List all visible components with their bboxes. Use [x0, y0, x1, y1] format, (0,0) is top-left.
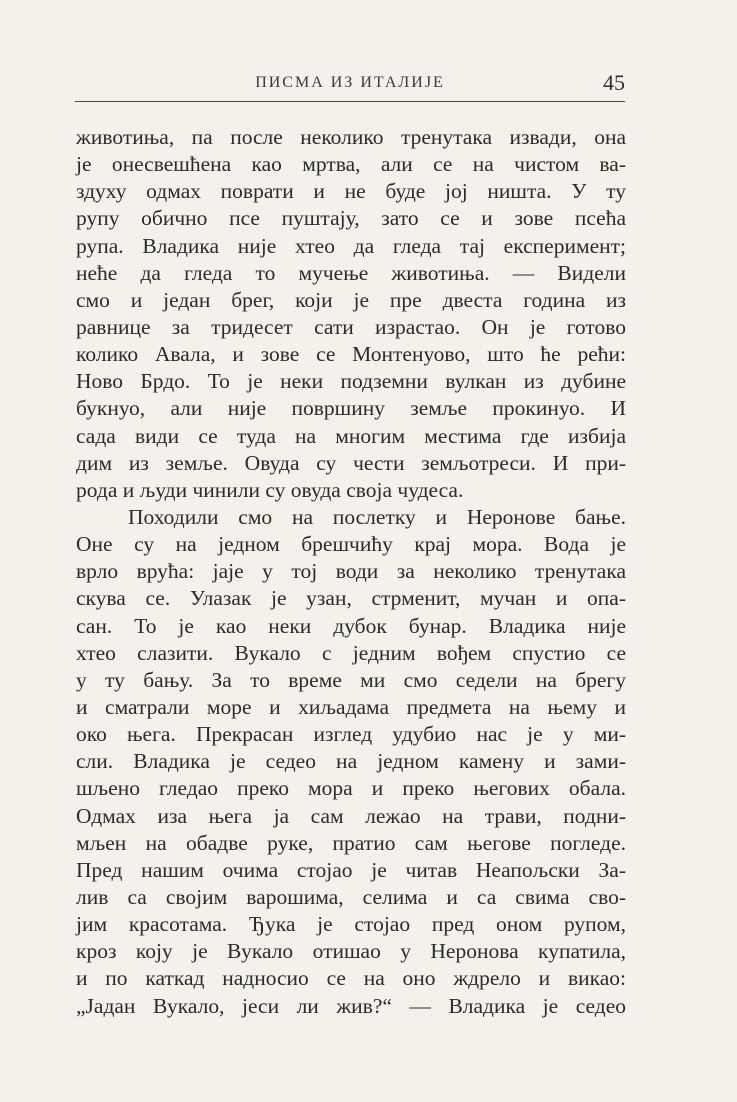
running-title: ПИСМА ИЗ ИТАЛИЈЕ — [255, 74, 445, 91]
text-line: Оне су на једном брешчићу крај мора. Вода је — [76, 532, 626, 557]
text-line: колико Авала, и зове се Монтенуово, што ће рећи: — [76, 342, 626, 367]
text-line: врло врућа: јаје у тој води за неколико тренутака — [76, 559, 626, 584]
text-line: хтео слазити. Вукало с једним вођем спустио се — [76, 640, 626, 665]
text-line: сли. Владика је седео на једном камену и зами- — [76, 749, 626, 774]
text-line: Пред нашим очима стојао је читав Неапољски За- — [76, 857, 626, 882]
text-line: здуху одмах поврати и не буде јој ништа. У ту — [76, 179, 626, 204]
text-line: скува се. Улазак је узан, стрменит, мучан и опа- — [76, 586, 626, 611]
text-line: Ново Брдо. То је неки подземни вулкан из дубине — [76, 369, 626, 394]
text-line: јим красотама. Ђука је стојао пред оном рупом, — [76, 912, 626, 937]
text-line: кроз коју је Вукало отишао у Неронова купатила, — [76, 939, 626, 964]
text-line: око њега. Прекрасан изглед удубио нас је у ми- — [76, 722, 626, 747]
text-line: сан. То је као неки дубок бунар. Владика није — [76, 613, 626, 638]
text-line: неће да гледа то мучење животиња. — Видели — [76, 260, 626, 285]
text-line: „Јадан Вукало, јеси ли жив?“ — Владика је седео — [76, 993, 626, 1018]
text-line: шљено гледао преко мора и преко његових обала. — [76, 776, 626, 801]
text-line: букнуо, али није површину земље прокинуо. И — [76, 396, 626, 421]
text-line: је онесвешћена као мртва, али се на чистом ва- — [76, 152, 626, 177]
body-text — [76, 124, 626, 1020]
header-rule — [75, 101, 625, 102]
text-line: смо и један брег, који је пре двеста година из — [76, 287, 626, 312]
text-line: лив са својим варошима, селима и са свима сво- — [76, 884, 626, 909]
paragraph-last-line: рода и људи чинили су овуда своја чудеса. — [76, 477, 464, 502]
text-line: рупу обично псе пуштају, зато се и зове псећа — [76, 206, 626, 231]
page-number: 45 — [603, 70, 625, 95]
text-line: сада види се туда на многим местима где избија — [76, 423, 626, 448]
text-line: и сматрали море и хиљадама предмета на њему и — [76, 694, 626, 719]
text-line: равнице за тридесет сати израстао. Он је готово — [76, 314, 626, 339]
paragraph-first-line: Походили смо на послетку и Неронове бање. — [128, 504, 626, 529]
text-line: животиња, па после неколико тренутака извади, она — [76, 125, 626, 149]
text-line: и по каткад надносио се на оно ждрело и викао: — [76, 966, 626, 991]
text-line: дим из земље. Овуда су чести земљотреси. И при- — [76, 450, 626, 475]
text-line: Одмах иза њега ја сам лежао на трави, подни- — [76, 803, 626, 828]
text-line: у ту бању. За то време ми смо седели на брегу — [76, 667, 626, 692]
running-head — [75, 70, 625, 100]
text-line: мљен на обадве руке, пратио сам његове погледе. — [76, 830, 626, 855]
text-line: рупа. Владика није хтео да гледа тај експеримент; — [76, 233, 626, 258]
